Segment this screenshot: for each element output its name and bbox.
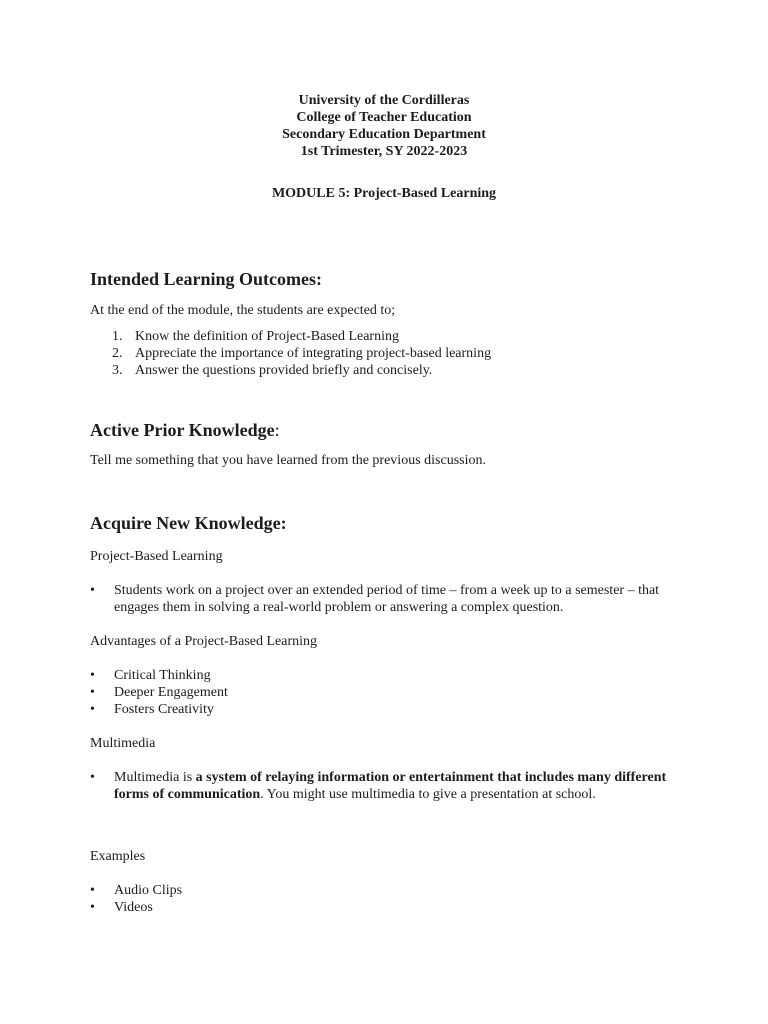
prior-text: Tell me something that you have learned from the previous discussion. xyxy=(90,453,486,468)
ilo-intro: At the end of the module, the students are expected to; xyxy=(90,303,396,318)
multimedia-lead: Multimedia is xyxy=(114,770,196,785)
multimedia-tail: . You might use multimedia to give a presentation at school. xyxy=(260,787,596,802)
multimedia-definition: a system of relaying information or entertainment that includes many different forms of communication xyxy=(114,770,667,802)
list-item xyxy=(90,882,680,899)
list-number: 1. xyxy=(112,329,123,344)
list-item-text: Appreciate the importance of integrating project-based learning xyxy=(135,346,492,361)
acquire-heading: Acquire New Knowledge: xyxy=(90,513,287,533)
advantages-label: Advantages of a Project-Based Learning xyxy=(90,634,318,649)
pbl-label: Project-Based Learning xyxy=(90,549,223,564)
list-item-text: Answer the questions provided briefly and concisely. xyxy=(135,363,433,378)
examples-list xyxy=(90,882,680,916)
advantages-list xyxy=(90,667,680,718)
document-header xyxy=(0,92,768,160)
bullet-icon: • xyxy=(90,702,95,717)
list-item xyxy=(90,769,680,803)
list-item xyxy=(90,345,491,362)
list-item-text: Deeper Engagement xyxy=(114,685,228,700)
pbl-bullet-list xyxy=(90,582,680,616)
list-number: 3. xyxy=(112,363,123,378)
list-item-text xyxy=(114,770,666,802)
list-item xyxy=(90,328,491,345)
list-item-text: Videos xyxy=(114,900,153,915)
university-name: University of the Cordilleras xyxy=(298,93,470,108)
list-item-text: Students work on a project over an extended period of time – from a week up to a semester – that engages them in solving a real-world problem or answering a complex question. xyxy=(114,583,660,615)
list-item xyxy=(90,899,680,916)
bullet-icon: • xyxy=(90,685,95,700)
college-name: College of Teacher Education xyxy=(296,110,472,125)
prior-heading xyxy=(90,419,280,441)
bullet-icon: • xyxy=(90,883,95,898)
examples-label: Examples xyxy=(90,849,146,864)
department-name: Secondary Education Department xyxy=(282,127,486,142)
bullet-icon: • xyxy=(90,668,95,683)
list-item-text: Audio Clips xyxy=(114,883,183,898)
list-item xyxy=(90,362,491,379)
ilo-heading: Intended Learning Outcomes: xyxy=(90,269,323,289)
module-title: MODULE 5: Project-Based Learning xyxy=(271,186,497,201)
list-item-text: Critical Thinking xyxy=(114,668,211,683)
list-item-text: Fosters Creativity xyxy=(114,702,214,717)
list-item-text: Know the definition of Project-Based Learning xyxy=(135,329,399,344)
list-item xyxy=(90,701,680,718)
multimedia-label: Multimedia xyxy=(90,736,156,751)
list-item xyxy=(90,667,680,684)
ilo-list xyxy=(90,328,491,379)
list-item xyxy=(90,582,680,616)
list-item xyxy=(90,684,680,701)
prior-heading-colon: : xyxy=(274,420,280,440)
prior-heading-text: Active Prior Knowledge xyxy=(90,420,275,440)
term-label: 1st Trimester, SY 2022-2023 xyxy=(300,144,468,159)
bullet-icon: • xyxy=(90,583,95,598)
bullet-icon: • xyxy=(90,770,95,785)
multimedia-bullet-list xyxy=(90,769,680,803)
bullet-icon: • xyxy=(90,900,95,915)
list-number: 2. xyxy=(112,346,123,361)
